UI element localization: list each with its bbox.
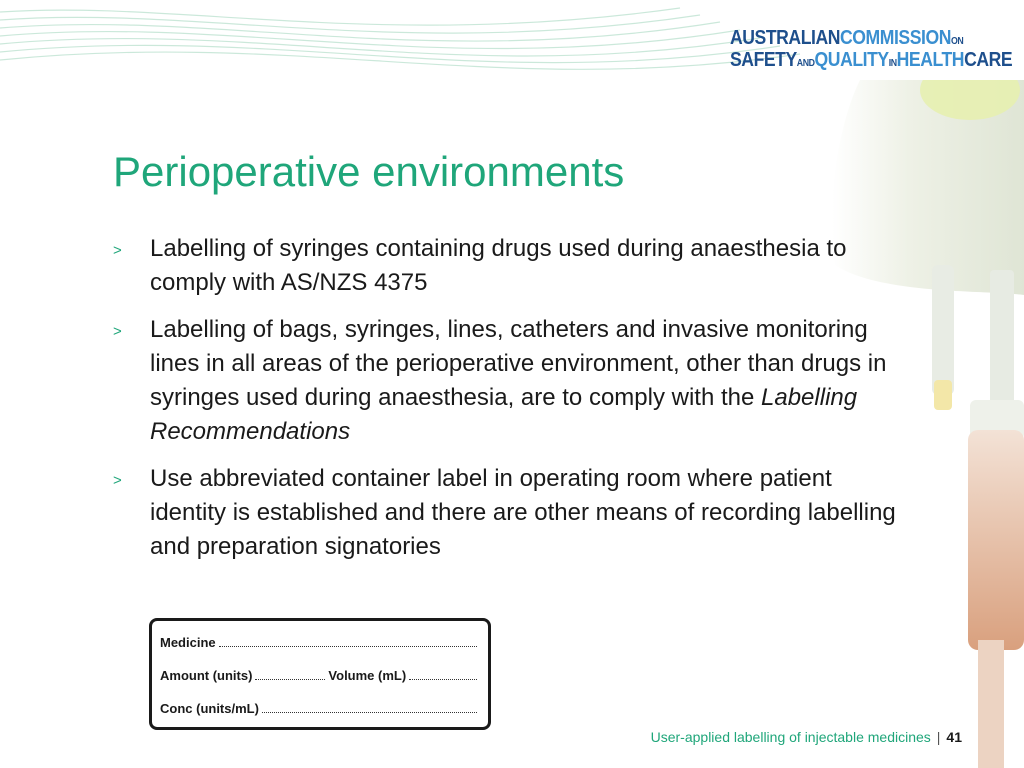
- label-field-amount: Amount (units): [160, 668, 253, 683]
- bullet-marker: >: [113, 242, 122, 259]
- label-row-conc: [160, 701, 480, 734]
- dotted-line: [409, 669, 477, 680]
- logo-word-in: IN: [888, 58, 897, 69]
- label-row-medicine: [160, 635, 480, 668]
- bullet-text: Labelling of bags, syringes, lines, catheters and invasive monitoring lines in all areas of the perioperative environment, other than drugs in syringes used during anaesthesia, are to comply with the: [150, 316, 887, 411]
- bullet-item: [113, 462, 903, 564]
- logo-word-quality: QUALITY: [814, 49, 889, 71]
- bullet-marker: >: [113, 472, 122, 489]
- label-field-medicine: Medicine: [160, 635, 216, 650]
- logo-word-care: CARE: [964, 49, 1013, 71]
- logo-word-commission: COMMISSION: [840, 27, 951, 49]
- page-number: 41: [946, 729, 962, 745]
- footer-separator: |: [936, 729, 941, 745]
- bullet-text: Labelling of syringes containing drugs used during anaesthesia to comply with AS/NZS 4375: [150, 235, 847, 296]
- logo-word-health: HEALTH: [896, 49, 965, 71]
- logo-word-on: ON: [950, 36, 964, 47]
- bullet-marker: >: [113, 323, 122, 340]
- label-field-volume: Volume (mL): [328, 668, 407, 683]
- bullet-item: [113, 313, 903, 449]
- bullet-item: [113, 232, 903, 300]
- bullet-italic-text: Labelling Recommendations: [150, 384, 858, 445]
- dotted-line: [219, 636, 477, 647]
- logo-word-safety: SAFETY: [730, 49, 797, 71]
- logo-word-and: AND: [796, 58, 815, 69]
- dotted-line: [255, 669, 325, 680]
- commission-logo: [730, 28, 1024, 70]
- slide-footer: [651, 729, 962, 745]
- bullet-text: Use abbreviated container label in operating room where patient identity is established and there are other means of recording labelling and preparation signatories: [150, 465, 896, 560]
- dotted-line: [262, 702, 477, 713]
- footer-title: User-applied labelling of injectable medicines: [650, 729, 931, 745]
- abbreviated-container-label: [149, 618, 491, 730]
- slide-title: Perioperative environments: [113, 148, 625, 195]
- label-row-amount: [160, 668, 480, 701]
- label-field-conc: Conc (units/mL): [160, 701, 259, 716]
- logo-word-australian: AUSTRALIAN: [730, 27, 840, 49]
- bullet-list: [113, 232, 903, 577]
